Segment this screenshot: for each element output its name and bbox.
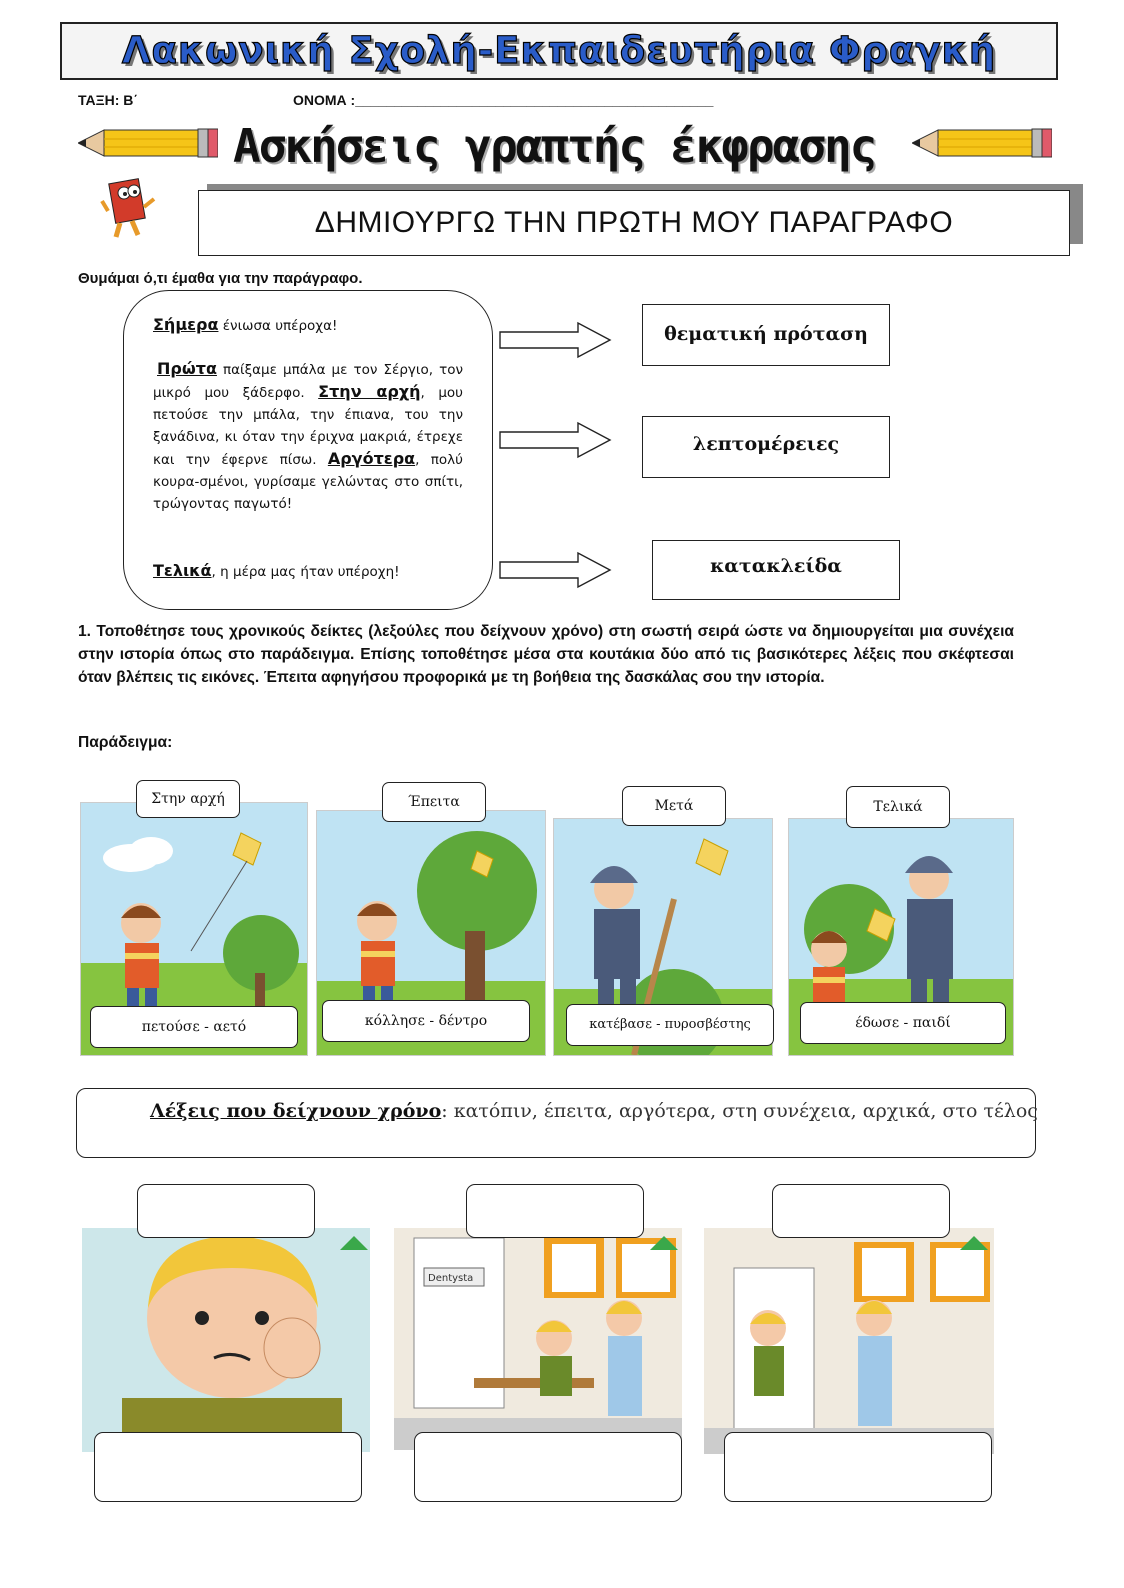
time-word-tag: Μετά (622, 786, 726, 826)
time-marker: Πρώτα (157, 359, 217, 378)
key-words-tag: κατέβασε - πυροσβέστης (566, 1004, 774, 1046)
pencil-right-icon (912, 126, 1052, 160)
time-words-box (76, 1088, 1036, 1158)
key-words-answer-box[interactable] (414, 1432, 682, 1502)
recap-intro: Θυμάμαι ό,τι έμαθα για την παράγραφο. (78, 270, 363, 287)
paragraph-topic-sentence: Σήμερα ένιωσα υπέροχα! (153, 315, 338, 334)
class-label: ΤΑΞΗ: Β΄ (78, 92, 139, 108)
time-word-answer-box[interactable] (772, 1184, 950, 1238)
time-word-tag: Έπειτα (382, 782, 486, 822)
time-word-tag: Στην αρχή (136, 780, 240, 818)
pencil-left-icon (78, 126, 218, 160)
time-word-tag: Τελικά (846, 786, 950, 828)
exercise-picture-toothache (82, 1228, 370, 1452)
time-marker: Αργότερα (327, 449, 416, 468)
key-words-tag: πετούσε - αετό (90, 1006, 298, 1048)
worksheet-title: Ασκήσεις γραπτής έκφρασης (233, 119, 876, 173)
label-conclusion: κατακλείδα (652, 540, 900, 600)
book-mascot-icon (98, 171, 160, 241)
time-words-list: Λέξεις που δείχνουν χρόνο: κατόπιν, έπειτα, αργότερα, στη συνέχεια, αρχικά, στο τέλος (150, 1100, 1038, 1122)
lesson-title: ΔΗΜΙΟΥΡΓΩ ΤΗΝ ΠΡΩΤΗ ΜΟΥ ΠΑΡΑΓΡΑΦΟ (198, 190, 1070, 256)
arrow-right-icon (498, 420, 613, 460)
label-topic-sentence: θεματική πρόταση (642, 304, 890, 366)
key-words-tag: κόλλησε - δέντρο (322, 1000, 530, 1042)
exercise-picture-dentist-waiting-room (394, 1228, 682, 1450)
key-words-tag: έδωσε - παιδί (800, 1002, 1006, 1044)
paragraph-details: Πρώτα παίξαμε μπάλα με τον Σέργιο, τον μικρό μου ξάδερφο. Στην αρχή, μου πετούσε την μπάλα, την έπιανα, του την ξανάδινα, κι όταν την έριχνα μακριά, έτρεχε και την έφερνε πίσω. Αργότερα, πολύ κουρα-σμένοι, γυρίσαμε γελώντας στο σπίτι, τρώγοντας παγωτό! (153, 359, 463, 512)
label-details: λεπτομέρειες (642, 416, 890, 478)
example-label: Παράδειγμα: (78, 734, 173, 751)
time-marker: Στην αρχή (318, 382, 421, 401)
exercise-picture-dentist-office (704, 1228, 994, 1454)
arrow-right-icon (498, 550, 613, 590)
door-sign-label: Dentysta (428, 1273, 474, 1284)
school-banner (60, 22, 1058, 80)
arrow-right-icon (498, 320, 613, 360)
key-words-answer-box[interactable] (724, 1432, 992, 1502)
time-word-answer-box[interactable] (466, 1184, 644, 1238)
time-marker: Σήμερα (153, 315, 219, 334)
key-words-answer-box[interactable] (94, 1432, 362, 1502)
exercise-instructions: 1. Τοποθέτησε τους χρονικούς δείκτες (λεξούλες που δείχνουν χρόνο) στη σωστή σειρά ώστε να δημιουργείται μια συνέχεια στην ιστορία όπως στο παράδειγμα. Επίσης τοποθέτησε μέσα στα κουτάκια δύο από τις βασικότερες λέξεις που σκέφτεσαι όταν βλέπεις τις εικόνες. Έπειτα αφηγήσου προφορικά με τη βοήθεια της δασκάλας σου την ιστορία. (78, 623, 1014, 686)
name-field[interactable]: ΟΝΟΜΑ :______________________________________________ (293, 92, 714, 108)
time-marker: Τελικά (153, 561, 212, 580)
paragraph-conclusion: Τελικά, η μέρα μας ήταν υπέροχη! (153, 561, 400, 580)
school-name: Λακωνική Σχολή-Εκπαιδευτήρια Φραγκή (121, 29, 997, 72)
time-word-answer-box[interactable] (137, 1184, 315, 1238)
